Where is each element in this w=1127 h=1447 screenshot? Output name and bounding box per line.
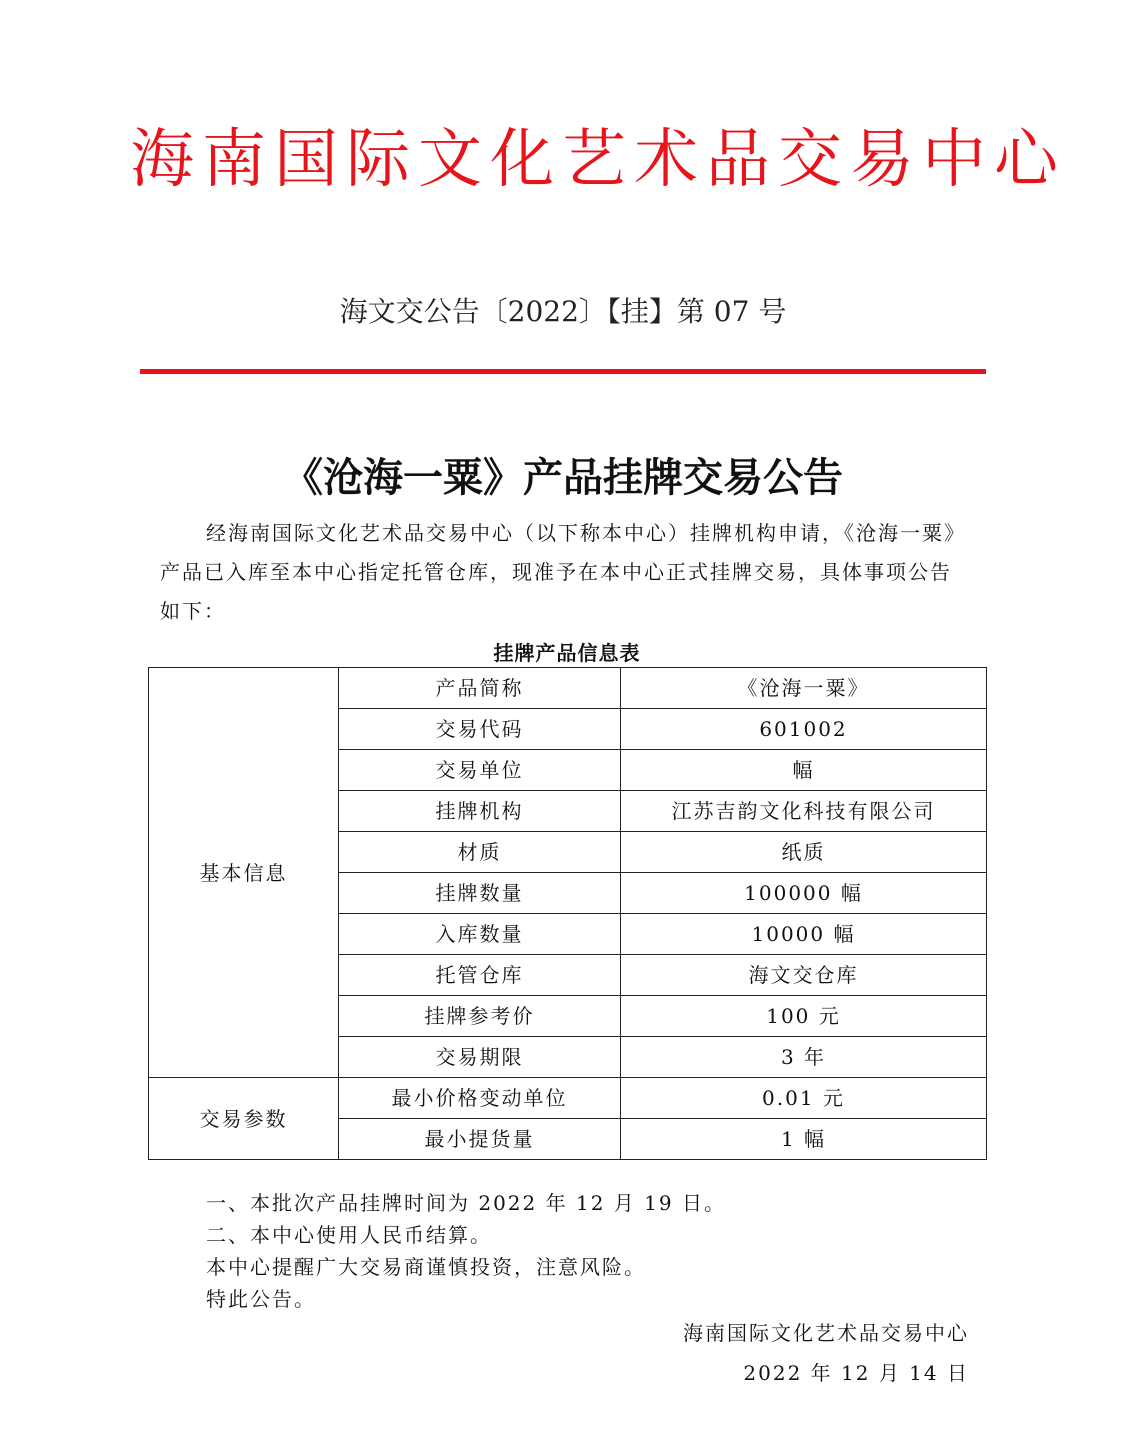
row-value: 100 元 xyxy=(621,996,987,1037)
row-value: 幅 xyxy=(621,750,987,791)
row-label: 挂牌机构 xyxy=(339,791,621,832)
row-value: 100000 幅 xyxy=(621,873,987,914)
table-caption: 挂牌产品信息表 xyxy=(493,641,641,665)
row-value: 601002 xyxy=(621,709,987,750)
note-settlement: 二、本中心使用人民币结算。 xyxy=(206,1223,492,1247)
announcement-notes xyxy=(206,1187,966,1315)
group-label-basic-info: 基本信息 xyxy=(149,668,339,1078)
note-risk-warning: 本中心提醒广大交易商谨慎投资，注意风险。 xyxy=(206,1255,646,1279)
table-row xyxy=(149,668,987,709)
row-value: 0.01 元 xyxy=(621,1078,987,1119)
row-value: 纸质 xyxy=(621,832,987,873)
row-label: 交易代码 xyxy=(339,709,621,750)
row-label: 最小提货量 xyxy=(339,1119,621,1160)
row-value: 3 年 xyxy=(621,1037,987,1078)
row-label: 挂牌数量 xyxy=(339,873,621,914)
announcement-intro: 经海南国际文化艺术品交易中心（以下称本中心）挂牌机构申请，《沧海一粟》产品已入库至本中心指定托管仓库，现准予在本中心正式挂牌交易，具体事项公告如下： xyxy=(160,521,966,623)
row-value: 《沧海一粟》 xyxy=(621,668,987,709)
row-label: 入库数量 xyxy=(339,914,621,955)
row-value: 江苏吉韵文化科技有限公司 xyxy=(621,791,987,832)
row-value: 海文交仓库 xyxy=(621,955,987,996)
group-label-trading-params: 交易参数 xyxy=(149,1078,339,1160)
announcement-title: 《沧海一粟》产品挂牌交易公告 xyxy=(283,454,843,501)
row-value: 1 幅 xyxy=(621,1119,987,1160)
row-label: 最小价格变动单位 xyxy=(339,1078,621,1119)
note-listing-date: 一、本批次产品挂牌时间为 2022 年 12 月 19 日。 xyxy=(206,1191,726,1215)
signature-date: 2022 年 12 月 14 日 xyxy=(743,1361,969,1385)
row-label: 材质 xyxy=(339,832,621,873)
signature-organization: 海南国际文化艺术品交易中心 xyxy=(683,1321,969,1345)
product-info-table xyxy=(148,667,987,1160)
table-row xyxy=(149,1078,987,1119)
row-label: 托管仓库 xyxy=(339,955,621,996)
row-label: 挂牌参考价 xyxy=(339,996,621,1037)
row-label: 交易期限 xyxy=(339,1037,621,1078)
header-divider xyxy=(140,369,986,374)
row-label: 交易单位 xyxy=(339,750,621,791)
org-title: 海南国际文化艺术品交易中心 xyxy=(130,123,1066,197)
doc-number: 海文交公告〔2022〕【挂】第 07 号 xyxy=(339,295,787,328)
row-value: 10000 幅 xyxy=(621,914,987,955)
row-label: 产品简称 xyxy=(339,668,621,709)
note-closing: 特此公告。 xyxy=(206,1287,316,1311)
